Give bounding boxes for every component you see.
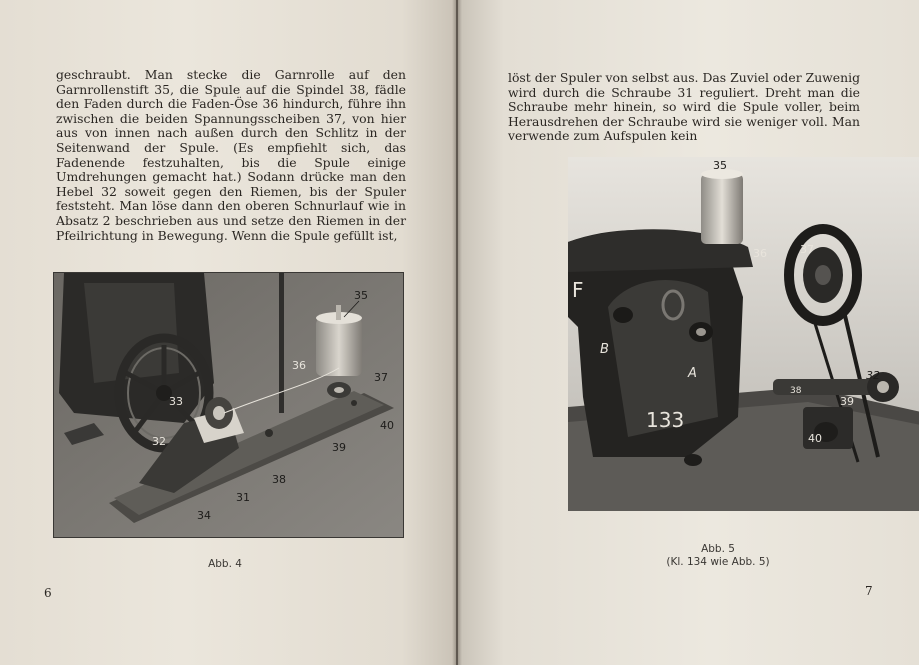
right-page-paragraph: löst der Spuler von selbst aus. Das Zuviel oder Zuwenig wird durch die Schraube 31 reguliert. Dreht man die Schraube mehr hinein, so wird die Spule voller, beim Herausdrehen der Schraube wird sie weniger voll. Man verwende zum Aufspulen kein (508, 70, 860, 144)
left-page-text (56, 68, 406, 243)
caption-abb-4: Abb. 4 (208, 558, 242, 570)
label-37-abb5: 37 (800, 243, 814, 256)
bobbin-winder-illustration (54, 273, 403, 537)
label-34: 34 (197, 509, 211, 522)
right-page (458, 0, 919, 665)
label-40-abb5: 40 (808, 432, 822, 445)
left-page (0, 0, 456, 665)
label-32-abb5: 32 (866, 369, 880, 382)
book-gutter (452, 0, 462, 665)
figure-abb-5 (568, 157, 919, 511)
label-36: 36 (292, 359, 306, 372)
caption-abb-5-note: (Kl. 134 wie Abb. 5) (666, 556, 770, 568)
caption-abb-5-title: Abb. 5 (701, 543, 735, 555)
label-a-abb5: A (688, 366, 697, 381)
caption-abb-5 (618, 543, 818, 569)
sewing-machine-illustration (568, 157, 919, 511)
label-31: 31 (236, 491, 250, 504)
label-37: 37 (374, 371, 388, 384)
label-38-abb5: 38 (790, 386, 802, 396)
page-number-right: 7 (865, 584, 873, 598)
label-b-abb5: B (600, 342, 609, 357)
label-39-abb5: 39 (840, 395, 854, 408)
label-40: 40 (380, 419, 394, 432)
right-page-text (508, 71, 860, 144)
label-35-abb5: 35 (713, 159, 727, 172)
label-32: 32 (152, 435, 166, 448)
figure-abb-4 (53, 272, 404, 538)
left-page-paragraph: geschraubt. Man stecke die Garnrolle auf den Garnrollenstift 35, die Spule auf die Spindel 38, fädle den Faden durch die Faden-Öse 36 hindurch, führe ihn zwischen die beiden Spannungsscheiben 37, von hier aus von innen nach außen durch den Schlitz in der Seitenwand der Spule. (Es empfiehlt sich, das Fadenende festzuhalten, bis die Spule einige Umdrehungen gemacht hat.) Sodann drücke man den Hebel 32 soweit gegen den Riemen, bis der Spuler feststeht. Man löse dann den oberen Schnurlauf wie in Absatz 2 beschrieben aus und setze den Riemen in der Pfeilrichtung in Bewegung. Wenn die Spule gefüllt ist, (56, 67, 406, 243)
page-number-left: 6 (44, 586, 52, 600)
label-f-abb5: F (572, 278, 584, 302)
label-39: 39 (332, 441, 346, 454)
label-133-abb5: 133 (646, 408, 685, 432)
label-38: 38 (272, 473, 286, 486)
label-35: 35 (354, 289, 368, 302)
label-36-abb5: 36 (753, 247, 767, 260)
label-33: 33 (169, 395, 183, 408)
